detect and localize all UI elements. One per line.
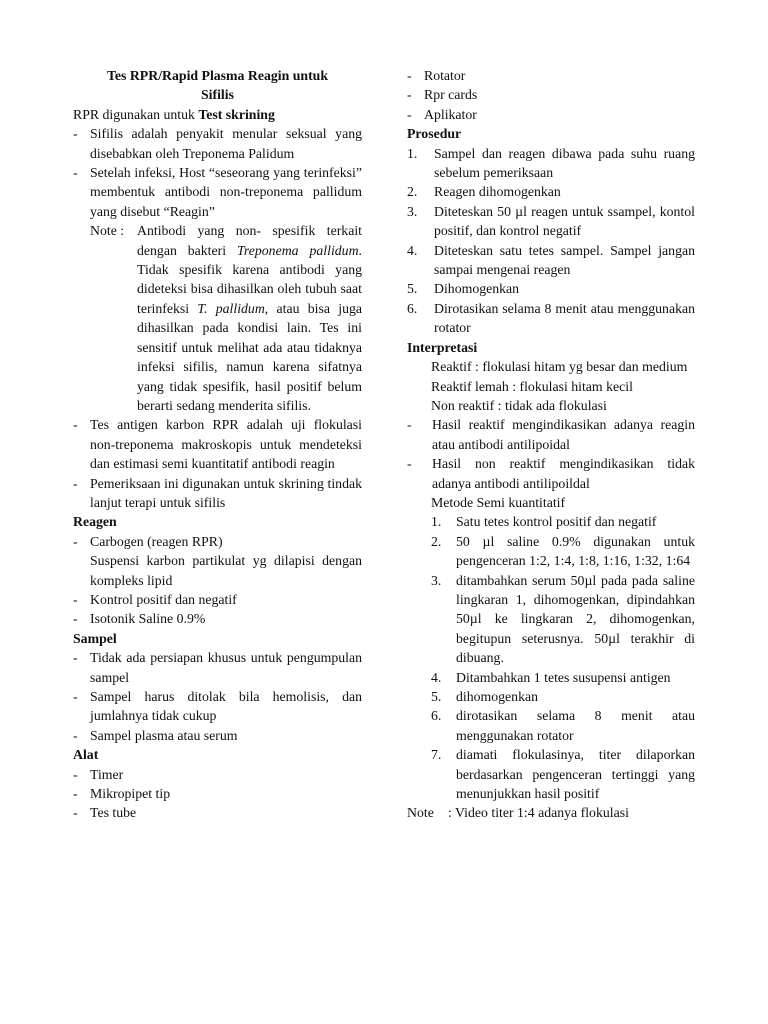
list-item: 1. Satu tetes kontrol positif dan negatif: [431, 514, 657, 530]
list-item: - Setelah infeksi, Host “seseorang yang terinfeksi” membentuk antibodi non-treponema pallidum yang disebut “Reagin”: [73, 165, 362, 219]
list-item: - Hasil non reaktif mengindikasikan tidak adanya antibodi antilipoildal: [407, 456, 695, 491]
list-item: - Tes tube: [73, 805, 137, 821]
list-item: - Hasil reaktif mengindikasikan adanya reagin atau antibodi antilipoidal: [407, 417, 695, 452]
list-item: - Kontrol positif dan negatif: [73, 591, 237, 607]
section-heading-alat: Alat: [73, 747, 99, 763]
list-item: 4. Ditambahkan 1 tetes susupensi antigen: [431, 669, 671, 685]
interp-line: Reaktif lemah : flokulasi hitam kecil: [431, 378, 633, 394]
list-item: 4. Diteteskan satu tetes sampel. Sampel jangan sampai mengenai reagen: [407, 242, 695, 278]
section-heading-interpretasi: Interpretasi: [407, 339, 478, 355]
list-item: 3. Diteteskan 50 µl reagen untuk ssampel, kontol positif, dan kontrol negatif: [407, 203, 695, 239]
intro-line: RPR digunakan untuk Test skrining: [73, 106, 275, 122]
document-title: Tes RPR/Rapid Plasma Reagin untuk Sifilis: [106, 68, 329, 103]
list-item: - Carbogen (reagen RPR): [73, 533, 223, 549]
section-heading-prosedur: Prosedur: [407, 126, 462, 142]
video-note: Note : Video titer 1:4 adanya flokulasi: [407, 805, 629, 821]
list-item-sub: Suspensi karbon partikulat yg dilapisi dengan kompleks lipid: [90, 553, 362, 588]
note-text: Antibodi yang non- spesifik terkait dengan bakteri Treponema pallidum. Tidak spesifik karena antibodi yang dideteksi bisa dihasilkan oleh tubuh saat terinfeksi T. pallidum, atau bisa juga dihasilkan pada kondisi lain. Tes ini sensitif untuk melihat ada atau tidaknya infeksi sifilis, namun karena sifatnya yang tidak spesifik, hasil positif belum berarti sedang menderita sifilis.: [137, 223, 362, 413]
list-item: - Aplikator: [407, 106, 477, 122]
list-item: - Sampel plasma atau serum: [73, 727, 238, 743]
list-item: 3. ditambahkan serum 50µl pada pada saline lingkaran 1, dihomogenkan, dipindahkan 50µl ke lingkaran 2, dihomogenkan, begitupun seterusnya. 50µl terakhir di dibuang.: [431, 572, 695, 666]
subsection-title: Metode Semi kuantitatif: [431, 494, 566, 510]
list-item: - Sampel harus ditolak bila hemolisis, dan jumlahnya tidak cukup: [73, 689, 362, 724]
list-item: - Tidak ada persiapan khusus untuk pengumpulan sampel: [73, 650, 362, 685]
left-column: [73, 66, 362, 823]
list-item: - Mikropipet tip: [73, 786, 171, 802]
semi-list: [407, 512, 695, 803]
list-item: - Rotator: [407, 68, 466, 83]
list-item: - Isotonik Saline 0.9%: [73, 611, 206, 627]
list-item: 1. Sampel dan reagen dibawa pada suhu ruang sebelum pemeriksaan: [407, 145, 695, 181]
list-item: - Sifilis adalah penyakit menular seksual yang disebabkan oleh Treponema Palidum: [73, 126, 362, 161]
interp-line: Reaktif : flokulasi hitam yg besar dan medium: [431, 359, 688, 375]
list-item: 2. Reagen dihomogenkan: [407, 184, 561, 200]
list-item: 6. Dirotasikan selama 8 menit atau menggunakan rotator: [407, 300, 695, 336]
right-column: [407, 66, 695, 823]
list-item: 5. Dihomogenkan: [407, 281, 520, 297]
list-item: - Pemeriksaan ini digunakan untuk skrining tindak lanjut terapi untuk sifilis: [73, 475, 362, 510]
list-item: - Rpr cards: [407, 87, 478, 103]
list-item: 5. dihomogenkan: [431, 689, 538, 704]
note-block: Note : Antibodi yang non- spesifik terkait dengan bakteri Treponema pallidum. Tidak spesifik karena antibodi yang dideteksi bisa dihasilkan oleh tubuh saat terinfeksi T. pallidum, atau bisa juga dihasilkan pada kondisi lain. Tes ini sensitif untuk melihat ada atau tidaknya infeksi sifilis, namun karena sifatnya yang tidak spesifik, hasil positif belum berarti sedang menderita sifilis.: [90, 221, 362, 415]
section-heading-sampel: Sampel: [73, 630, 117, 646]
list-item: - Tes antigen karbon RPR adalah uji flokulasi non-treponema makroskopis untuk mendeteksi dan estimasi semi kuantitatif antibodi reagin: [73, 417, 362, 472]
list-item: 2. 50 µl saline 0.9% digunakan untuk pengenceran 1:2, 1:4, 1:8, 1:16, 1:32, 1:64: [431, 533, 695, 569]
list-item: 6. dirotasikan selama 8 menit atau menggunakan rotator: [431, 708, 695, 743]
list-item: - Timer: [73, 766, 124, 782]
section-heading-reagen: Reagen: [73, 514, 117, 530]
list-item: 7. diamati flokulasinya, titer dilaporkan berdasarkan pengenceran tertinggi yang menunjukkan hasil positif: [431, 747, 695, 802]
interp-line: Non reaktif : tidak ada flokulasi: [431, 397, 607, 413]
